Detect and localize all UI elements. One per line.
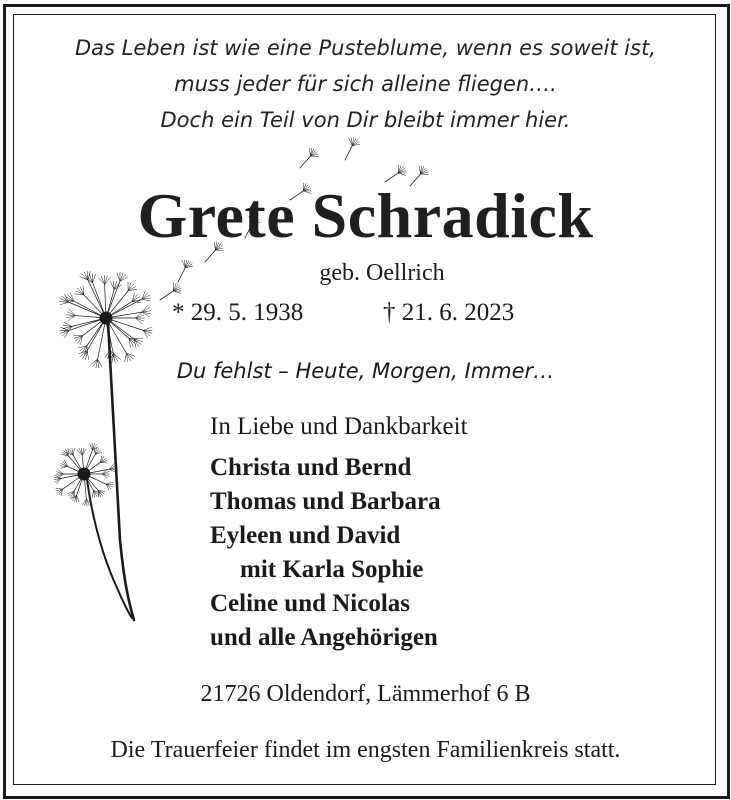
birth-date: * 29. 5. 1938 bbox=[172, 299, 304, 326]
thanks-line: In Liebe und Dankbarkeit bbox=[210, 413, 468, 440]
mourner-name: Christa und Bernd bbox=[210, 454, 412, 481]
death-date: † 21. 6. 2023 bbox=[383, 299, 515, 326]
poem-line: Das Leben ist wie eine Pusteblume, wenn es soweit ist, bbox=[75, 36, 656, 60]
mourner-name: mit Karla Sophie bbox=[240, 556, 424, 583]
funeral-note: Die Trauerfeier findet im engsten Familienkreis statt. bbox=[110, 737, 621, 763]
mourner-name: Celine und Nicolas bbox=[210, 590, 411, 617]
mourners-list bbox=[210, 451, 441, 655]
mourner-name: Thomas und Barbara bbox=[210, 488, 441, 515]
address: 21726 Oldendorf, Lämmerhof 6 B bbox=[200, 681, 531, 707]
motto: Du fehlst – Heute, Morgen, Immer… bbox=[176, 359, 555, 383]
poem-line: Doch ein Teil von Dir bleibt immer hier. bbox=[160, 108, 571, 132]
deceased-name: Grete Schradick bbox=[137, 180, 594, 251]
poem bbox=[0, 30, 731, 138]
mourner-name: und alle Angehörigen bbox=[210, 624, 438, 651]
birth-name: geb. Oellrich bbox=[319, 260, 445, 286]
poem-line: muss jeder für sich alleine fliegen…. bbox=[174, 72, 557, 96]
mourner-name: Eyleen und David bbox=[210, 522, 401, 549]
